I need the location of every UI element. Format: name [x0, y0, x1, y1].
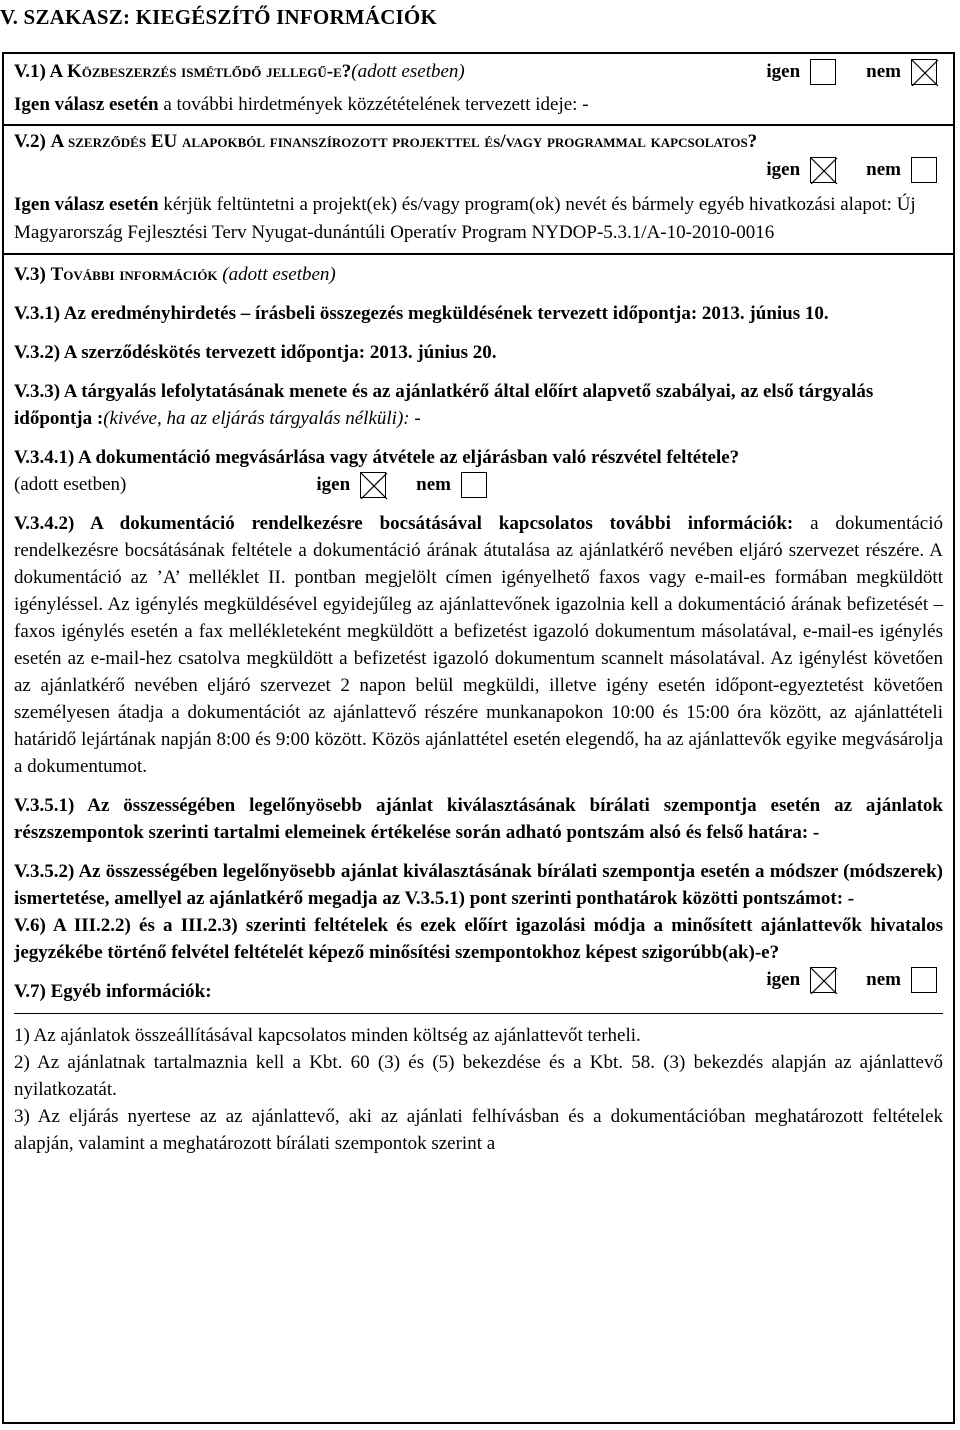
v3341-optional-note: (adott esetben)	[14, 474, 127, 495]
v36-nem-checkbox[interactable]	[911, 967, 937, 993]
v36-igen-checkbox[interactable]	[810, 967, 836, 993]
v36-igen-label: igen	[766, 969, 801, 990]
v2-nem-label: nem	[866, 159, 901, 180]
v1-nem-checkbox[interactable]	[911, 59, 937, 85]
v1-yes-no	[766, 58, 937, 85]
v36-nem-label: nem	[866, 969, 901, 990]
section-v3	[4, 255, 953, 1163]
v3341-igen-checkbox[interactable]	[360, 472, 386, 498]
v3-heading: V.3) További információk (adott esetben)	[14, 264, 336, 285]
list-item: 2) Az ajánlatnak tartalmaznia kell a Kbt. 60 (3) és (5) bekezdése és a Kbt. 58. (3) bekezdés alapján az ajánlattevő nyilatkozatát.	[14, 1052, 943, 1100]
v2-nem-checkbox[interactable]	[911, 157, 937, 183]
v3341-nem-label: nem	[416, 474, 451, 495]
v3341-igen-label: igen	[316, 474, 351, 495]
v3341-yes-no	[316, 471, 487, 498]
form-frame	[2, 52, 955, 1424]
v37-list	[14, 1013, 943, 1157]
v3342: V.3.4.2) A dokumentáció rendelkezésre bocsátásával kapcsolatos további információk: a dokumentáció rendelkezésre bocsátásának feltétele a dokumentáció árának átutalása az ajánlatkérő nevében eljáró szervezet részére. A dokumentáció az ’A’ melléklet II. pontban megjelölt címen igényelhető faxos vagy e-mail-es formában megküldött igényléssel. Az igénylés megküldésével egyidejűleg az ajánlattevőnek igazolnia kell a dokumentáció árának befizetését – faxos igénylés esetén a fax mellékleteként megküldött a befizetést igazoló dokumentum másolatával, e-mail-es igénylés esetén az e-mail-hez csatolva megküldött a befizetést igazoló dokumentum scannelt másolatával. Az igénylést követően az ajánlatkérő nevében eljáró szervezet 2 napon belül megküldi, illetve igény esetén időpont-egyeztetést követően személyesen átadja a dokumentációt az ajánlattevő részére munkanapokon 10:00 és 15:00 óra között, az ajánlattételi határidő lejártának napján 8:00 és 9:00 között. Közös ajánlattétel esetén elegendő, ha az ajánlattevők egyike megvásárolja a dokumentumot.	[14, 513, 943, 777]
v1-heading-row	[14, 58, 943, 85]
v1-optional-note: (adott esetben)	[351, 61, 465, 82]
v3341: V.3.4.1) A dokumentáció megvásárlása vagy átvétele az eljárásban való részvétel feltétele?	[14, 447, 740, 468]
v2-heading: V.2) A szerződés EU alapokból finanszírozott projekttel és/vagy programmal kapcsolatos?	[14, 131, 758, 152]
v36-yes-no	[766, 966, 937, 993]
v3352: V.3.5.2) Az összességében legelőnyösebb ajánlat kiválasztásának bírálati szempontja esetén a módszer (módszerek) ismertetése, amellyel az ajánlatkérő megadja az V.3.5.1) pont szerinti ponthatárok közötti pontszámot: -	[14, 861, 943, 909]
v1-igen-checkbox[interactable]	[810, 59, 836, 85]
v2-followup: Igen válasz esetén kérjük feltüntetni a projekt(ek) és/vagy program(ok) nevét és bármely egyéb hivatkozási alapot: Új Magyarország Fejlesztési Terv Nyugat-dunántúli Operatív Program NYDOP-5.3.1/A-10-2010-0016	[14, 194, 916, 243]
x-mark-icon	[810, 967, 838, 995]
v2-igen-label: igen	[766, 159, 801, 180]
list-item: 3) Az eljárás nyertese az az ajánlattevő, aki az ajánlati felhívásban és a dokumentációban meghatározott feltételek alapján, valamint a meghatározott bírálati szempontok szerint a	[14, 1106, 943, 1154]
v37-heading: V.7) Egyéb információk:	[14, 981, 212, 1002]
v2-igen-checkbox[interactable]	[810, 157, 836, 183]
v2-yes-no	[766, 156, 937, 183]
page-title: V. SZAKASZ: KIEGÉSZÍTŐ INFORMÁCIÓK	[0, 5, 438, 29]
v1-nem-label: nem	[866, 61, 901, 82]
v3341-nem-checkbox[interactable]	[461, 472, 487, 498]
section-v1	[4, 54, 953, 126]
v331: V.3.1) Az eredményhirdetés – írásbeli összegezés megküldésének tervezett időpontja: 2013. június 10.	[14, 303, 829, 324]
v1-heading: V.1) A Közbeszerzés ismétlődő jellegű-e?	[14, 61, 352, 82]
x-mark-icon	[911, 59, 939, 87]
v3341-row	[14, 471, 943, 498]
v333: V.3.3) A tárgyalás lefolytatásának menete és az ajánlatkérő által előírt alapvető szabályai, az első tárgyalás időpontja :(kivéve, ha az eljárás tárgyalás nélküli): -	[14, 381, 874, 429]
v36: V.6) A III.2.2) és a III.2.3) szerinti feltételek és ezek előírt igazolási módja a minősített ajánlattevők hivatalos jegyzékébe történő felvétel feltételét képező minősítési szempontokhoz képest szigorúbb(ak)-e? igen nem	[14, 912, 943, 966]
v2-yes-no-row	[14, 156, 943, 183]
x-mark-icon	[810, 157, 838, 185]
v332: V.3.2) A szerződéskötés tervezett időpontja: 2013. június 20.	[14, 342, 497, 363]
v3351: V.3.5.1) Az összességében legelőnyösebb ajánlat kiválasztásának bírálati szempontja esetén az ajánlatok részszempontok szerinti tartalmi elemeinek értékelése során adható pontszám alsó és felső határa: -	[14, 795, 943, 843]
list-item: 1) Az ajánlatok összeállításával kapcsolatos minden költség az ajánlattevőt terheli.	[14, 1025, 641, 1046]
section-v2	[4, 126, 953, 255]
v1-igen-label: igen	[766, 61, 801, 82]
x-mark-icon	[360, 472, 388, 500]
v1-followup: Igen válasz esetén a további hirdetmények közzétételének tervezett ideje: -	[14, 94, 589, 115]
